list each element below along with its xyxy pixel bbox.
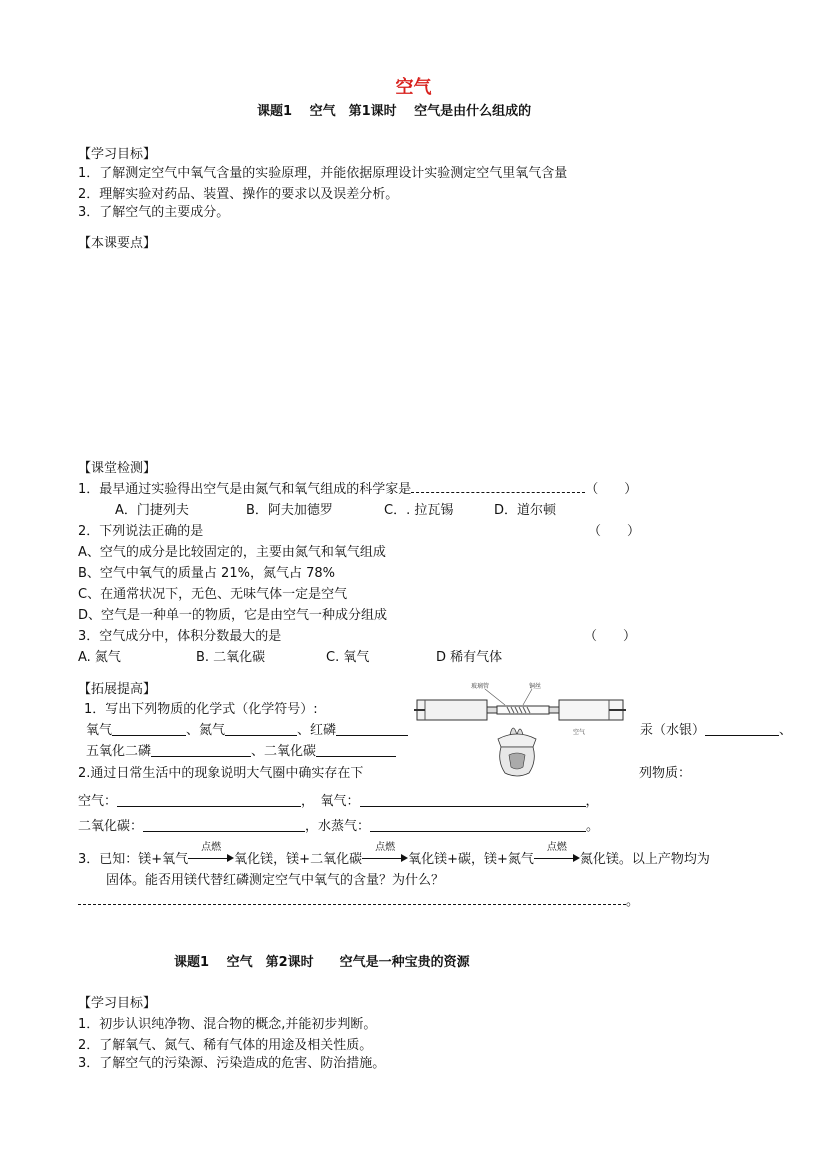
answer-blank[interactable] [336,723,408,736]
answer-blank[interactable] [151,744,251,757]
answer-blank[interactable] [78,894,626,905]
answer-blank[interactable] [411,482,585,493]
learning-goals-heading-2: 【学习目标】 [78,996,157,1011]
answer-blank[interactable] [316,744,396,757]
key-points-heading: 【本课要点】 [78,236,157,251]
extension-heading: 【拓展提高】 [78,682,157,697]
condition-ignite: 点燃 [201,842,222,853]
answer-blank[interactable] [705,723,779,736]
ext-q2-line-2 [78,819,599,835]
apparatus-label-glass-tube: 玻璃管 [471,683,490,690]
test-q1-option-b: B．阿夫加德罗 [246,503,333,518]
answer-blank[interactable] [143,819,305,832]
test-q2-option-b: B、空气中氧气的质量占 21%，氮气占 78% [78,566,335,581]
ext-q1-line-1 [86,723,408,739]
label-red-phosphorus: 、红磷 [297,723,337,738]
test-question-1 [78,482,637,498]
test-q3-option-d: D 稀有气体 [436,650,503,665]
apparatus-figure [413,677,628,781]
test-q1-option-a: A．门捷列夫 [115,503,189,518]
answer-blank[interactable] [360,794,586,807]
label-mercury: 汞（水银） [640,723,706,738]
answer-blank[interactable] [112,723,186,736]
reaction-arrow [534,842,580,865]
label-oxygen-2: ， 氧气： [301,794,360,809]
apparatus-label-air: 空气 [573,729,586,736]
reaction-arrow [188,842,234,865]
label-co2: 、二氧化碳 [251,744,317,759]
label-air: 空气： [78,794,118,809]
separator: ， [585,794,599,809]
answer-blank[interactable] [117,794,301,807]
test-q1-option-d: D．道尔顿 [494,503,557,518]
ext-q2-line-1 [78,794,599,810]
test-q2-option-a: A、空气的成分是比较固定的，主要由氮气和氧气组成 [78,545,386,560]
answer-paren: （ ） [588,524,641,539]
period: 。 [626,894,640,909]
ext-question-1: 1．写出下列物质的化学式（化学符号）: [84,702,318,717]
ext-q3-line-2: 固体。能否用镁代替红磷测定空气中氧气的含量？为什么？ [106,873,445,888]
lesson1-subtitle: 课题1 空气 第1课时 空气是由什么组成的 [257,104,532,119]
q3-part-d: 氮化镁。以上产物均为 [579,852,710,867]
ext-q1-line-1-right [640,723,792,739]
ext-q3-answer-line [78,894,639,910]
label-nitrogen: 、氮气 [186,723,226,738]
lesson2-subtitle: 课题1 空气 第2课时 空气是一种宝贵的资源 [174,955,470,970]
goal2-item-2: 2．了解氧气、氮气、稀有气体的用途及相关性质。 [78,1038,373,1053]
goal-item-3: 3．了解空气的主要成分。 [78,205,230,220]
page-title: 空气 [395,77,432,98]
label-co2-2: 二氧化碳： [78,819,144,834]
test-question-3: 3．空气成分中，体积分数最大的是 [78,629,282,644]
answer-blank[interactable] [225,723,297,736]
answer-paren: （ ） [585,482,638,497]
goal2-item-3: 3．了解空气的污染源、污染造成的危害、防治措施。 [78,1056,386,1071]
condition-ignite: 点燃 [546,842,567,853]
test-q2-option-c: C、在通常状况下，无色、无味气体一定是空气 [78,587,348,602]
goal-item-2: 2．理解实验对药品、装置、操作的要求以及误差分析。 [78,187,399,202]
test-q1-option-c: C．. 拉瓦锡 [384,503,454,518]
goal2-item-1: 1．初步认识纯净物、混合物的概念,并能初步判断。 [78,1017,377,1032]
ext-q1-line-2 [86,744,396,760]
test-question-2: 2．下列说法正确的是 [78,524,204,539]
label-oxygen: 氧气 [86,723,113,738]
q3-part-b: 氧化镁，镁+二氧化碳 [234,852,363,867]
label-p2o5: 五氧化二磷 [86,744,152,759]
learning-goals-heading: 【学习目标】 [78,147,157,162]
answer-blank[interactable] [370,819,586,832]
goal-item-1: 1．了解测定空气中氧气含量的实验原理，并能依据原理设计实验测定空气里氧气含量 [78,166,568,181]
condition-ignite: 点燃 [375,842,396,853]
test-q3-option-c: C. 氧气 [326,650,370,665]
test-q1-text: 1．最早通过实验得出空气是由氮气和氧气组成的科学家是 [78,482,412,497]
classroom-test-heading: 【课堂检测】 [78,461,157,476]
reaction-arrow [362,842,408,865]
q3-part-a: 3．已知：镁+氧气 [78,852,189,867]
separator: 。 [586,819,600,834]
answer-paren: （ ） [584,629,637,644]
test-q3-option-a: A. 氮气 [78,650,121,665]
ext-question-2-right: 列物质： [639,766,692,781]
q3-part-c: 氧化镁+碳，镁+氮气 [408,852,534,867]
test-q2-option-d: D、空气是一种单一的物质，它是由空气一种成分组成 [78,608,388,623]
ext-question-3 [78,842,710,868]
ext-question-2: 2.通过日常生活中的现象说明大气圈中确实存在下 [78,766,364,781]
apparatus-label-copper: 铜丝 [529,683,542,690]
test-q3-option-b: B. 二氧化碳 [196,650,266,665]
separator: 、 [779,723,793,738]
label-water-vapor: ，水蒸气： [305,819,371,834]
